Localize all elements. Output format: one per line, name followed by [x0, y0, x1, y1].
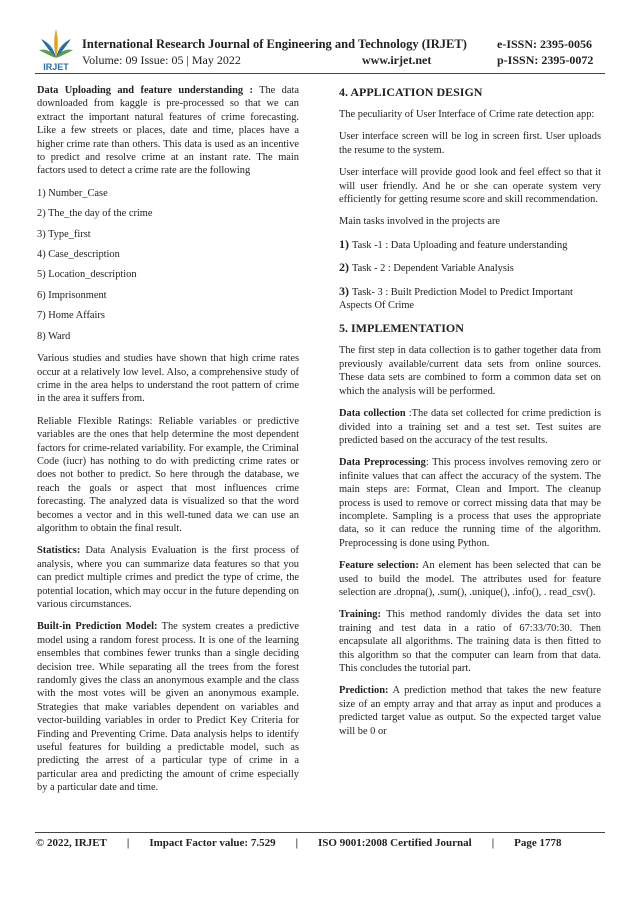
feature-selection-paragraph: [339, 559, 601, 599]
prediction-text: A prediction method that takes the new feature size of an empty array and that array as input and produces a predicted target value as output. So the expected target value will be 0 or: [339, 685, 601, 737]
logo-text: IRJET: [43, 62, 69, 72]
model-text: The system creates a predictive model using a random forest process. It is one of the learning ensembles that combines fewer trunks than a single deciding decision tree. While separating all the trees from the forest randomly gives the class an anonymous example and the class with the most votes will be given an anonymous example. Strategies that make variables dependent on variables and vector-building variables in order to Predict Key Criteria for Finding and Preventing Crime. Data analysis helps to identify useful features for building a predictable model, such as predicting the arrest of a particular type of crime in a particular area and predicting the amount of crime especially by a particular date and time.: [37, 621, 299, 794]
training-paragraph: [339, 608, 601, 675]
intro-heading: Data Uploading and feature understanding :: [37, 85, 253, 96]
footer-separator: |: [126, 837, 130, 849]
footer-separator: |: [491, 837, 495, 849]
volume-issue: Volume: 09 Issue: 05 | May 2022: [82, 53, 241, 67]
list-item: 6) Imprisonment: [37, 289, 107, 301]
task-text: Task- 3 : Built Prediction Model to Predict Important Aspects Of Crime: [339, 286, 573, 312]
page-number: Page 1778: [514, 837, 562, 849]
paragraph: User interface will provide good look and feel effect so that it will user friendly. And he or she can operate system very efficiently for getting resume score and skill recommendation.: [339, 167, 601, 206]
data-collection-heading: Data collection: [339, 408, 406, 420]
left-column: [37, 84, 299, 804]
prediction-heading: Prediction:: [339, 685, 389, 697]
feature-selection-heading: Feature selection:: [339, 560, 419, 572]
journal-website: www.irjet.net: [362, 53, 432, 67]
copyright: © 2022, IRJET: [36, 837, 107, 849]
ratings-paragraph: Reliable Flexible Ratings: Reliable variables or predictive variables are the ones that help determine the most dependent factors for crime-related variability. For example, the Criminal Code (iucr) has nothing to do with predicting crime rates or does not bother to predict. So here through the database, we reach the goals or aspect that most influences crime forecasting. The analyzed data is visualized so that the word becomes a vector and in this well-tuned data we can use an algorithm to obtain the final result.: [37, 415, 299, 534]
section-heading-implementation: 5. IMPLEMENTATION: [339, 321, 464, 336]
task-item: [339, 285, 601, 313]
task-number: 2): [339, 260, 349, 275]
intro-paragraph: [37, 84, 299, 178]
prediction-paragraph: [339, 684, 601, 738]
model-heading: Built-in Prediction Model:: [37, 621, 158, 633]
journal-title: International Research Journal of Engineering and Technology (IRJET): [82, 37, 467, 51]
statistics-text: Data Analysis Evaluation is the first process of analysis, where you can summarize data features so that you can predict multiple crimes and predict the type of crime, the potential location, which may occur in the future depending on various circumstances.: [37, 545, 299, 610]
task-item: [339, 261, 601, 275]
section-heading-application-design: 4. APPLICATION DESIGN: [339, 85, 483, 99]
list-item: 5) Location_description: [37, 269, 137, 281]
iso-certification: ISO 9001:2008 Certified Journal: [318, 837, 472, 849]
feature-selection-text: An element has been selected that can be used to build the model. The attributes used for feature selection are .dropna(), .sum(), .unique(), .info(), . read_csv().: [339, 560, 602, 598]
statistics-paragraph: [37, 544, 299, 611]
e-issn: e-ISSN: 2395-0056: [497, 37, 592, 51]
data-collection-paragraph: [339, 407, 601, 447]
preprocessing-text: : This process involves removing zero or infinite values that can affect the accuracy of the system. The main steps are: Format, Clean and Import. The cleanup process is used to remove or correct missing data that may be incomplete. Sampling is a process that uses the appropriate data, so it can reduce the running time of the algorithm. Preprocessing is done using Python.: [339, 457, 601, 549]
task-number: 1): [339, 236, 349, 251]
page-footer: [36, 837, 562, 849]
task-text: Task - 2 : Dependent Variable Analysis: [352, 263, 514, 275]
data-collection-text: :The data set collected for crime prediction is divided into a training set and a test set. Test suites are predicted based on the accuracy of the test results.: [339, 408, 601, 446]
list-item: 2) The_the day of the crime: [37, 208, 153, 220]
list-item: 4) Case_description: [37, 249, 120, 261]
page-header: [0, 0, 638, 80]
paragraph: User interface screen will be log in screen first. User uploads the resume to the system.: [339, 131, 601, 156]
impact-factor: Impact Factor value: 7.529: [149, 837, 276, 849]
list-item: 1) Number_Case: [37, 187, 108, 199]
paragraph: The first step in data collection is to gather together data from previously available/current data sets from online sources. These data sets are combined to form a common data set on which the analysis will be performed.: [339, 345, 601, 397]
paragraph: Main tasks involved in the projects are: [339, 216, 501, 228]
list-item: 7) Home Affairs: [37, 310, 105, 322]
list-item: 3) Type_first: [37, 228, 91, 240]
training-text: This method randomly divides the data set into training and test data in a ratio of 67:33/70:30. Then encapsulate all algorithms. The training data is then fitted to this algorithm so that the computer can learn from that data. This concludes the tutorial part.: [339, 609, 601, 674]
task-text: Task -1 : Data Uploading and feature understanding: [352, 239, 568, 251]
preprocessing-paragraph: [339, 456, 601, 550]
model-paragraph: [37, 620, 299, 794]
footer-rule: [35, 832, 605, 833]
preprocessing-heading: Data Preprocessing: [339, 457, 426, 469]
studies-paragraph: Various studies and studies have shown that high crime rates occur at a relatively low level. Also, a comprehensive study of crime in the area helps to understand the root pattern of crime in the area it suffers from.: [37, 353, 299, 405]
footer-separator: |: [295, 837, 299, 849]
list-item: 8) Ward: [37, 330, 71, 342]
task-number: 3): [339, 283, 349, 298]
p-issn: p-ISSN: 2395-0072: [497, 53, 594, 67]
right-column: [339, 84, 601, 747]
task-item: [339, 238, 601, 252]
paragraph: The peculiarity of User Interface of Crime rate detection app:: [339, 109, 595, 120]
statistics-heading: Statistics:: [37, 545, 81, 557]
intro-text: The data downloaded from kaggle is pre-processed so that we can extract the important natural features of crime forecasting. Like a few streets or places, date and time, places have a higher crime rate than others. This data is used as an incentive to predict and resolve crime at an instant rate. The main factors used to detect a crime rate are the following: [37, 85, 299, 177]
header-rule: [35, 73, 605, 74]
training-heading: Training:: [339, 609, 381, 621]
